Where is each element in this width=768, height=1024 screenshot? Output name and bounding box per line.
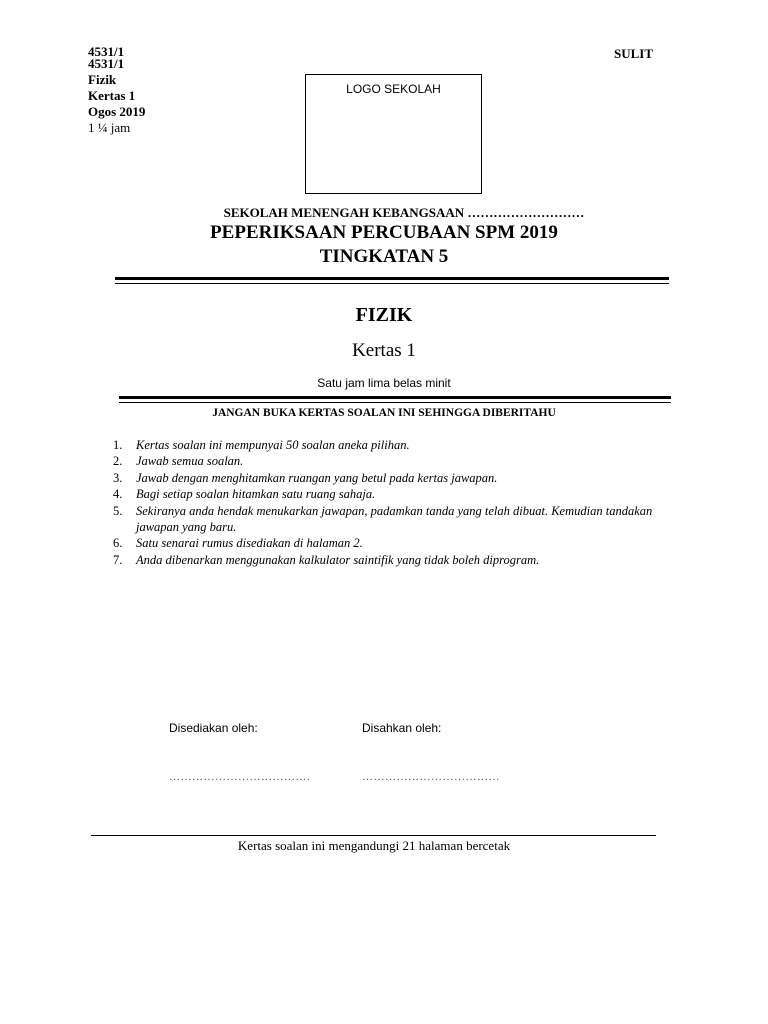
exam-title: PEPERIKSAAN PERCUBAAN SPM 2019 xyxy=(210,222,558,243)
approved-by-label: Disahkan oleh: xyxy=(362,721,442,735)
warning-text: JANGAN BUKA KERTAS SOALAN INI SEHINGGA DIBERITAHU xyxy=(212,407,556,419)
instructions-divider-thin xyxy=(119,402,671,403)
list-item: 3. Jawab dengan menghitamkan ruangan yang betul pada kertas jawapan. xyxy=(113,470,498,485)
list-item: 1. Kertas soalan ini mempunyai 50 soalan aneka pilihan. xyxy=(113,438,410,452)
header-date: Ogos 2019 xyxy=(88,104,146,119)
school-name: SEKOLAH MENENGAH KEBANGSAAN ……………………… xyxy=(223,205,585,220)
duration-text: Satu jam lima belas minit xyxy=(317,376,451,390)
list-item: 7. Anda dibenarkan menggunakan kalkulator saintifik yang tidak boleh diprogram. xyxy=(113,552,540,567)
list-item: 2. Jawab semua soalan. xyxy=(113,454,244,469)
form-level: TINGKATAN 5 xyxy=(319,246,449,267)
header-info xyxy=(88,46,145,136)
title-divider-thick xyxy=(115,277,669,280)
footer-divider xyxy=(91,835,656,836)
subject-title: FIZIK xyxy=(355,304,413,326)
paper-code: 4531/1 xyxy=(88,56,125,71)
school-logo-placeholder xyxy=(305,74,482,194)
list-item: 6. Satu senarai rumus disediakan di halaman 2. xyxy=(113,536,363,551)
paper-code-top: 4531/1 xyxy=(88,46,125,56)
list-item: 5. Sekiranya anda hendak menukarkan jawapan, padamkan tanda yang telah dibuat. Kemudian tandakan jawapan yang baru. xyxy=(113,503,653,535)
title-divider-thin xyxy=(115,283,669,284)
instructions-divider-thick xyxy=(119,396,671,399)
instructions-list xyxy=(113,437,673,568)
header-subject: Fizik xyxy=(88,72,117,87)
prepared-by-signature-line: ………………………………. xyxy=(169,771,311,783)
header-time: 1 ¼ jam xyxy=(88,120,131,135)
paper-title: Kertas 1 xyxy=(352,340,416,361)
list-item: 4. Bagi setiap soalan hitamkan satu ruang sahaja. xyxy=(113,487,376,502)
page-count-note: Kertas soalan ini mengandungi 21 halaman bercetak xyxy=(237,838,511,853)
prepared-by-label: Disediakan oleh: xyxy=(169,721,258,735)
header-paper: Kertas 1 xyxy=(88,88,136,103)
approved-by-signature-line: ……………………………… xyxy=(362,771,500,783)
classification-label: SULIT xyxy=(614,46,654,61)
logo-label: LOGO SEKOLAH xyxy=(346,82,441,96)
